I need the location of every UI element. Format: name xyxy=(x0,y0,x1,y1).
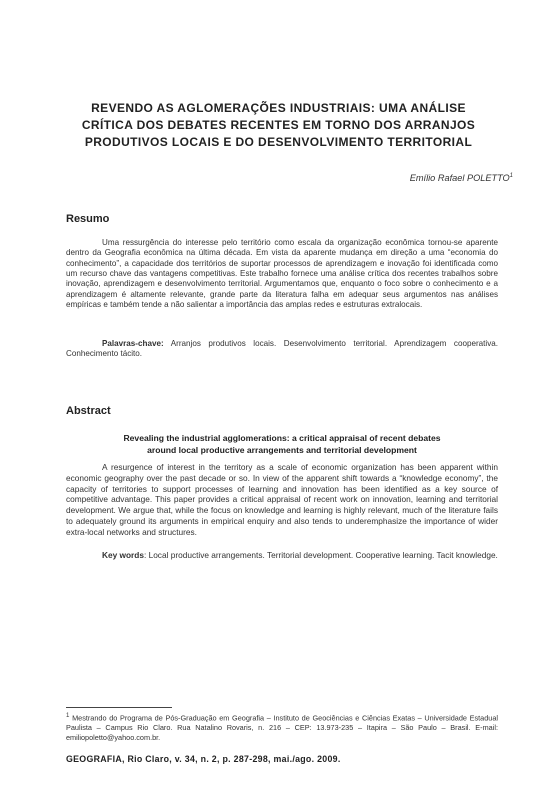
footnote-text: Mestrando do Programa de Pós-Graduação em Geografia – Instituto de Geociências e Ciências Exatas – Universidade Estadual Paulista – Campus Rio Claro. Rua Natalino Rovaris, n. 216 – CEP: 13.973-235 – Itapira – São Paulo – Brasil. E-mail: emiliopoletto@yahoo.com.br. xyxy=(66,713,498,743)
footnote-divider xyxy=(66,707,172,708)
abstract-keywords xyxy=(66,550,498,561)
resumo-heading: Resumo xyxy=(66,213,110,225)
keywords-text: : Local productive arrangements. Territorial development. Cooperative learning. Tacit knowledge. xyxy=(143,550,498,560)
resumo-keywords xyxy=(66,339,498,360)
title-line: PRODUTIVOS LOCAIS E DO DESENVOLVIMENTO TERRITORIAL xyxy=(84,135,473,149)
subtitle-line: around local productive arrangements and territorial development xyxy=(147,444,417,455)
footnote-mark: 1 xyxy=(66,712,70,719)
title-line: CRÍTICA DOS DEBATES RECENTES EM TORNO DOS ARRANJOS xyxy=(81,118,476,132)
title-line: REVENDO AS AGLOMERAÇÕES INDUSTRIAIS: UMA ANÁLISE xyxy=(91,101,466,115)
author-line xyxy=(410,173,513,183)
abstract-body: A resurgence of interest in the territory as a scale of economic organization has been apparent within economic geography over the past decade or so. In view of the apparent shift towards a “knowledge economy”, the capacity of territories to support processes of learning and innovation has been identified as a key source of competitive advantage. This paper provides a critical appraisal of recent work on innovation, learning and territorial development. We argue that, while the focus on knowledge and learning is highly relevant, much of the literature fails to adequately ground its arguments in empirical enquiry and also tends to underemphasize the importance of wider extra-local networks and structures. xyxy=(66,462,498,537)
subtitle-line: Revealing the industrial agglomerations: a critical appraisal of recent debates xyxy=(123,433,441,443)
abstract-subtitle xyxy=(66,433,498,456)
author-name: Emílio Rafael POLETTO xyxy=(409,173,510,184)
author-footnote-mark: 1 xyxy=(509,173,513,179)
keywords-label: Palavras-chave: xyxy=(102,339,164,348)
abstract-heading: Abstract xyxy=(66,405,111,417)
keywords-label: Key words xyxy=(102,550,144,560)
journal-citation: GEOGRAFIA, Rio Claro, v. 34, n. 2, p. 287-298, mai./ago. 2009. xyxy=(66,754,341,764)
footnote xyxy=(66,711,498,743)
article-title xyxy=(40,100,517,151)
keywords-text: Arranjos produtivos locais. Desenvolvimento territorial. Aprendizagem cooperativa. Conhecimento tácito. xyxy=(66,339,498,359)
resumo-body: Uma ressurgência do interesse pelo território como escala da organização econômica tornou-se aparente dentro da Geografia econômica na última década. Em vista da aparente mudança em direção a uma “economia do conhecimento”, a capacidade dos territórios de suportar processos de aprendizagem e inovação foi identificada como um recurso chave das vantagens competitivas. Este trabalho fornece uma análise crítica dos recentes trabalhos sobre inovação, aprendizagem e desenvolvimento territorial. Argumentamos que, enquanto o foco sobre o conhecimento e a aprendizagem é altamente relevante, grande parte da literatura falha em adequar seus argumentos nas análises empíricas e também tende a não salientar a importância das amplas redes e estruturas extralocais. xyxy=(66,238,498,310)
